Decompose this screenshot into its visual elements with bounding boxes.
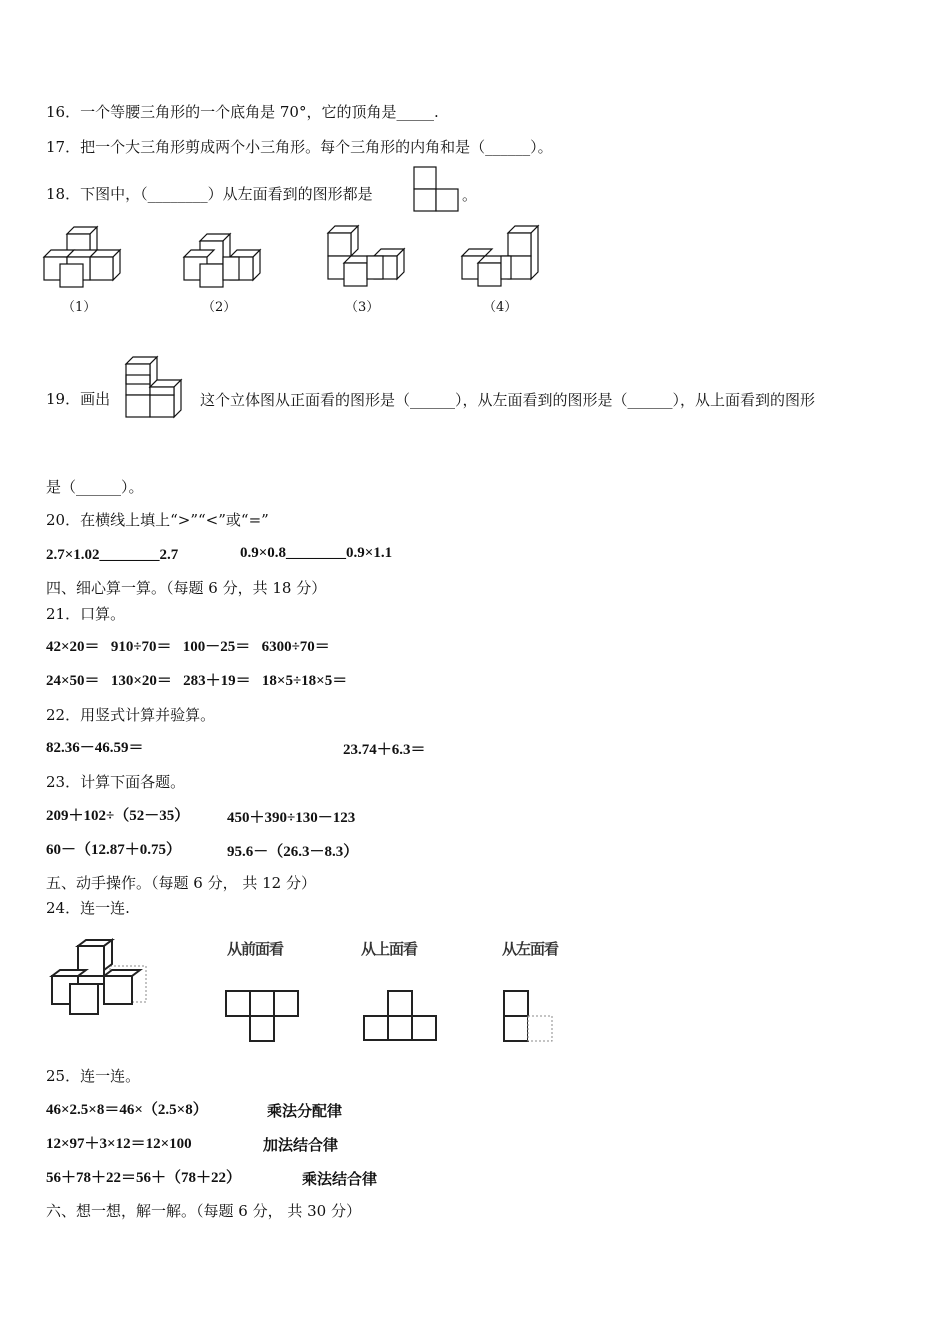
section-6-heading: 六、想一想，解一解。（每题 6 分， 共 30 分） bbox=[46, 1202, 361, 1220]
section-4-heading: 四、细心算一算。（每题 6 分，共 18 分） bbox=[46, 579, 327, 597]
section-5-heading: 五、动手操作。（每题 6 分， 共 12 分） bbox=[46, 874, 316, 892]
q21-item: 6300÷70＝ bbox=[261, 639, 330, 655]
q20-item-b: 0.9×0.8________0.9×1.1 bbox=[240, 545, 393, 561]
question-24-title: 24．连一连. bbox=[46, 899, 130, 917]
q25-law-2: 加法结合律 bbox=[263, 1138, 339, 1154]
question-16: 16．一个等腰三角形的一个底角是 70°，它的顶角是_____. bbox=[46, 103, 439, 121]
q23-item-1: 209＋102÷（52－35） bbox=[46, 808, 190, 824]
q22-item-a: 82.36－46.59＝ bbox=[46, 740, 144, 756]
question-18-text: 18．下图中，（________）从左面看到的图形都是 bbox=[46, 185, 373, 203]
question-19-prefix: 19．画出 bbox=[46, 390, 111, 408]
q18-cube-figure-1 bbox=[44, 224, 124, 284]
q25-expression-1: 46×2.5×8＝46×（2.5×8） bbox=[46, 1102, 208, 1118]
question-19-continuation: 是（______）。 bbox=[46, 478, 144, 496]
q21-item: 130×20＝ bbox=[110, 673, 172, 689]
q18-left-view-figure bbox=[413, 166, 461, 214]
q23-item-3: 60－（12.87＋0.75） bbox=[46, 842, 182, 858]
q21-row-1 bbox=[46, 637, 330, 657]
q21-row-2 bbox=[46, 671, 347, 691]
q18-caption-2: （2） bbox=[202, 300, 237, 315]
q24-solid-figure bbox=[50, 938, 150, 1018]
q24-label-left: 从左面看 bbox=[502, 940, 559, 958]
q21-item: 18×5÷18×5＝ bbox=[261, 673, 348, 689]
q21-item: 24×50＝ bbox=[46, 673, 100, 689]
q25-expression-2: 12×97＋3×12＝12×100 bbox=[46, 1136, 192, 1152]
q18-caption-4: （4） bbox=[483, 300, 518, 315]
question-18 bbox=[46, 184, 373, 204]
question-21-title: 21．口算。 bbox=[46, 605, 126, 623]
question-23-title: 23．计算下面各题。 bbox=[46, 773, 186, 791]
q21-item: 42×20＝ bbox=[46, 639, 100, 655]
q23-item-4: 95.6－（26.3－8.3） bbox=[227, 844, 359, 860]
q23-item-2: 450＋390÷130－123 bbox=[227, 810, 356, 826]
q22-item-b: 23.74＋6.3＝ bbox=[343, 742, 426, 758]
q18-caption-1: （1） bbox=[62, 300, 97, 315]
question-17: 17．把一个大三角形剪成两个小三角形。每个三角形的内角和是（______）。 bbox=[46, 138, 553, 156]
q20-item-a: 2.7×1.02________2.7 bbox=[46, 547, 179, 563]
q24-top-view-figure bbox=[363, 990, 439, 1044]
q24-label-top: 从上面看 bbox=[361, 940, 418, 958]
question-19-text: 这个立体图从正面看的图形是（______），从左面看到的图形是（______），从上面看到的图形 bbox=[200, 391, 816, 409]
question-25-title: 25．连一连。 bbox=[46, 1067, 141, 1085]
q25-expression-3: 56＋78＋22＝56＋（78＋22） bbox=[46, 1170, 242, 1186]
q18-caption-3: （3） bbox=[345, 300, 380, 315]
q24-front-view-figure bbox=[225, 990, 301, 1044]
q24-left-view-figure bbox=[503, 990, 555, 1044]
q19-solid-figure bbox=[125, 352, 187, 420]
q18-cube-figure-4 bbox=[462, 225, 542, 287]
q18-cube-figure-3 bbox=[328, 225, 408, 287]
q21-item: 283＋19＝ bbox=[183, 673, 251, 689]
question-22-title: 22．用竖式计算并验算。 bbox=[46, 706, 216, 724]
q25-law-3: 乘法结合律 bbox=[302, 1172, 378, 1188]
q21-item: 100－25＝ bbox=[182, 639, 251, 655]
q25-law-1: 乘法分配律 bbox=[267, 1104, 343, 1120]
question-20-title: 20．在横线上填上“>”“<”或“=” bbox=[46, 511, 269, 529]
question-18-tail: 。 bbox=[462, 186, 478, 204]
q21-item: 910÷70＝ bbox=[110, 639, 172, 655]
q18-cube-figure-2 bbox=[184, 233, 264, 288]
q24-label-front: 从前面看 bbox=[227, 940, 284, 958]
